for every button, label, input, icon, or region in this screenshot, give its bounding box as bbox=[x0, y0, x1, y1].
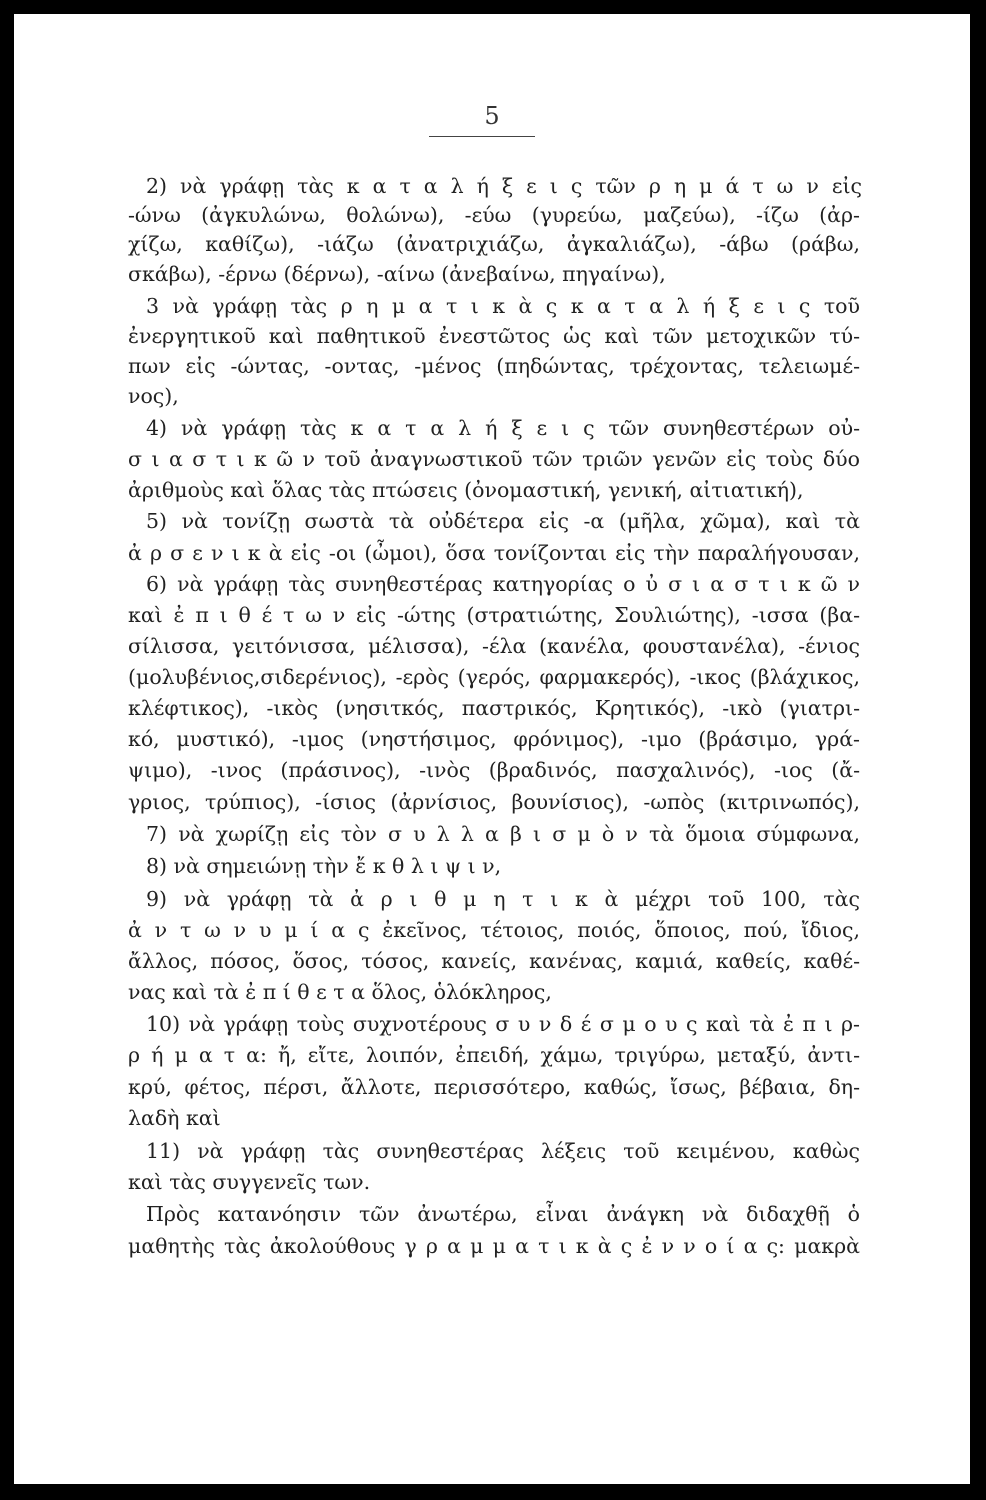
text-line-content: χίζω, καθίζω), -ιάζω (ἀνατριχιάζω, ἀγκαλιάζω), -άβω (ράβω, bbox=[128, 232, 860, 256]
text-line-content: νος), bbox=[128, 384, 179, 408]
text-line bbox=[14, 601, 970, 629]
text-line bbox=[14, 1041, 970, 1069]
text-line-content: μαθητὴς τὰς ἀκολούθους γ ρ α μ μ α τ ι κ ὰ ς ἐ ν ν ο ί α ς: μακρὰ bbox=[128, 1234, 860, 1258]
text-line bbox=[14, 1232, 970, 1260]
text-line-content: ψιμο), -ινος (πράσινος), -ινὸς (βραδινός, πασχαλινός), -ιος (ἄ- bbox=[128, 758, 860, 782]
text-line bbox=[14, 476, 970, 504]
text-line-content: 6) νὰ γράφῃ τὰς συνηθεστέρας κατηγορίας ο ὐ σ ι α σ τ ι κ ῶ ν bbox=[146, 572, 860, 596]
text-line bbox=[14, 1168, 970, 1196]
text-line bbox=[14, 1137, 970, 1165]
text-line-content: ἐνεργητικοῦ καὶ παθητικοῦ ἐνεστῶτος ὡς καὶ τῶν μετοχικῶν τύ- bbox=[128, 324, 860, 348]
text-line-content: πων εἰς -ώντας, -οντας, -μένος (πηδώντας, τρέχοντας, τελειωμέ- bbox=[128, 354, 860, 378]
body-text bbox=[14, 14, 970, 1484]
text-line bbox=[14, 172, 970, 200]
text-line bbox=[14, 260, 970, 288]
text-line bbox=[14, 570, 970, 598]
text-line-content: κό, μυστικό), -ιμος (νηστήσιμος, φρόνιμος), -ιμο (βράσιμο, γρά- bbox=[128, 727, 860, 751]
text-line bbox=[14, 1010, 970, 1038]
text-line-content: κρύ, φέτος, πέρσι, ἄλλοτε, περισσότερο, καθώς, ἴσως, βέβαια, δη- bbox=[128, 1075, 860, 1099]
text-line-content: ἀ ν τ ω ν υ μ ί α ς ἐκεῖνος, τέτοιος, ποιός, ὅποιος, πού, ἴδιος, bbox=[128, 918, 860, 942]
text-line bbox=[14, 663, 970, 691]
text-line bbox=[14, 201, 970, 229]
text-line bbox=[14, 382, 970, 410]
text-line-content: σίλισσα, γειτόνισσα, μέλισσα), -έλα (κανέλα, φουστανέλα), -ένιος bbox=[128, 634, 860, 658]
text-line-content: 7) νὰ χωρίζῃ εἰς τὸν σ υ λ λ α β ι σ μ ὸ ν τὰ ὅμοια σύμφωνα, bbox=[146, 822, 860, 846]
page-number: 5 bbox=[484, 102, 500, 130]
text-line-content: 2) νὰ γράφῃ τὰς κ α τ α λ ή ξ ε ι ς τῶν ρ η μ ά τ ω ν εἰς bbox=[146, 174, 862, 198]
text-line-content: νας καὶ τὰ ἐ π ί θ ε τ α ὅλος, ὁλόκληρος, bbox=[128, 980, 552, 1004]
text-line bbox=[14, 292, 970, 320]
text-line-content: καὶ ἐ π ι θ έ τ ω ν εἰς -ώτης (στρατιώτης, Σουλιώτης), -ισσα (βα- bbox=[128, 603, 860, 627]
text-line bbox=[14, 978, 970, 1006]
text-line bbox=[14, 352, 970, 380]
text-line-content: 5) νὰ τονίζῃ σωστὰ τὰ οὐδέτερα εἰς -α (μῆλα, χῶμα), καὶ τὰ bbox=[146, 509, 860, 533]
text-line bbox=[14, 1200, 970, 1228]
text-line-content: 9) νὰ γράφῃ τὰ ἀ ρ ι θ μ η τ ι κ ὰ μέχρι τοῦ 100, τὰς bbox=[146, 887, 860, 911]
text-line bbox=[14, 322, 970, 350]
text-line bbox=[14, 507, 970, 535]
text-line-content: ἀριθμοὺς καὶ ὅλας τὰς πτώσεις (ὀνομαστική, γενική, αἰτιατική), bbox=[128, 478, 804, 502]
text-line-content: σ ι α σ τ ι κ ῶ ν τοῦ ἀναγνωστικοῦ τῶν τριῶν γενῶν εἰς τοὺς δύο bbox=[128, 447, 860, 471]
text-line-content: ἄλλος, πόσος, ὅσος, τόσος, κανείς, κανένας, καμιά, καθείς, καθέ- bbox=[128, 949, 860, 973]
text-line-content: ρ ή μ α τ α: ἤ, εἴτε, λοιπόν, ἐπειδή, χάμω, τριγύρω, μεταξύ, ἀντι- bbox=[128, 1043, 860, 1067]
text-line bbox=[14, 230, 970, 258]
scanned-page bbox=[14, 14, 970, 1484]
text-line bbox=[14, 725, 970, 753]
text-line bbox=[14, 788, 970, 816]
text-line bbox=[14, 694, 970, 722]
text-line-content: γριος, τρύπιος), -ίσιος (ἀρνίσιος, βουνίσιος), -ωπὸς (κιτρινωπός), bbox=[128, 790, 860, 814]
text-line-content: Πρὸς κατανόησιν τῶν ἀνωτέρω, εἶναι ἀνάγκη νὰ διδαχθῇ ὁ bbox=[146, 1202, 860, 1226]
text-line-content: λαδὴ καὶ bbox=[128, 1106, 221, 1130]
text-line bbox=[14, 1104, 970, 1132]
text-line bbox=[14, 756, 970, 784]
text-line-content: καὶ τὰς συγγενεῖς των. bbox=[128, 1170, 371, 1194]
text-line bbox=[14, 445, 970, 473]
text-line-content: (μολυβένιος,σιδερένιος), -ερὸς (γερός, φαρμακερός), -ικος (βλάχικος, bbox=[128, 665, 860, 689]
text-line-content: -ώνω (ἀγκυλώνω, θολώνω), -εύω (γυρεύω, μαζεύω), -ίζω (ἀρ- bbox=[128, 203, 860, 227]
text-line-content: 8) νὰ σημειώνῃ τὴν ἔ κ θ λ ι ψ ι ν, bbox=[146, 854, 502, 878]
text-line bbox=[14, 539, 970, 567]
text-line bbox=[14, 852, 970, 880]
text-line-content: σκάβω), -έρνω (δέρνω), -αίνω (ἀνεβαίνω, πηγαίνω), bbox=[128, 262, 666, 286]
text-line bbox=[14, 632, 970, 660]
text-line bbox=[14, 885, 970, 913]
text-line-content: 4) νὰ γράφῃ τὰς κ α τ α λ ή ξ ε ι ς τῶν συνηθεστέρων οὐ- bbox=[146, 416, 860, 440]
text-line bbox=[14, 916, 970, 944]
text-line-content: 3 νὰ γράφῃ τὰς ρ η μ α τ ι κ ὰ ς κ α τ α λ ή ξ ε ι ς τοῦ bbox=[146, 294, 860, 318]
text-line-content: 11) νὰ γράφῃ τὰς συνηθεστέρας λέξεις τοῦ κειμένου, καθὼς bbox=[146, 1139, 860, 1163]
text-line-content: ἀ ρ σ ε ν ι κ ὰ εἰς -οι (ὦμοι), ὅσα τονίζονται εἰς τὴν παραλήγουσαν, bbox=[128, 541, 860, 565]
text-line bbox=[14, 820, 970, 848]
text-line-content: 10) νὰ γράφῃ τοὺς συχνοτέρους σ υ ν δ έ σ μ ο υ ς καὶ τὰ ἐ π ι ρ- bbox=[146, 1012, 860, 1036]
text-line bbox=[14, 1073, 970, 1101]
text-line-content: κλέφτικος), -ικὸς (νησιτκός, παστρικός, Κρητικός), -ικὸ (γιατρι- bbox=[128, 696, 860, 720]
text-line bbox=[14, 414, 970, 442]
text-line bbox=[14, 947, 970, 975]
